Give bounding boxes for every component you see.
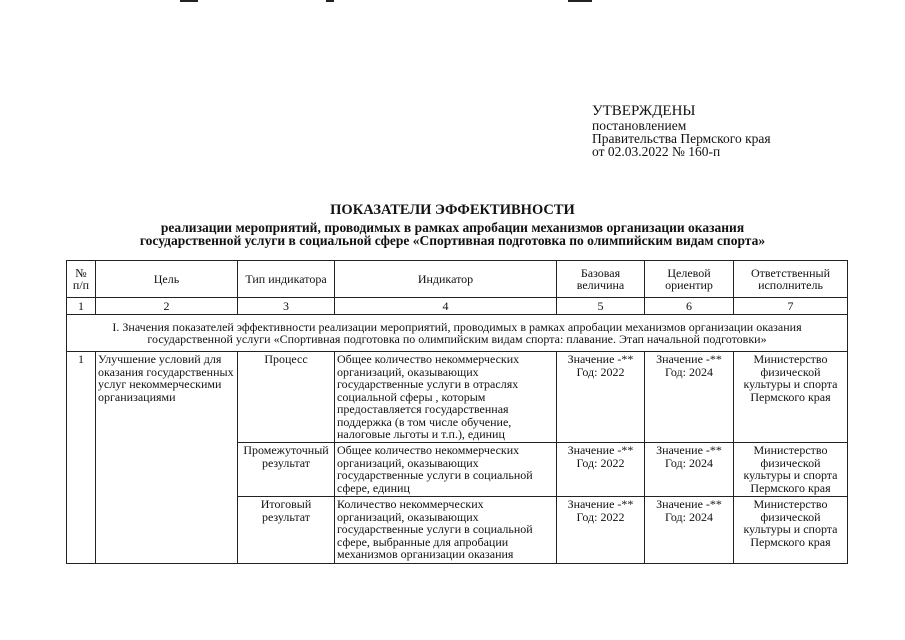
header-target: Целевой ориентир (645, 261, 734, 298)
document-title: ПОКАЗАТЕЛИ ЭФФЕКТИВНОСТИ (330, 202, 575, 218)
indicator-type-cell: Промежуточный результат (238, 443, 335, 497)
goal-cell: Улучшение условий для оказания государственных услуг некоммерческими организациями (96, 352, 238, 564)
column-number: 5 (557, 298, 645, 315)
section-row (67, 315, 848, 352)
subtitle-line: реализации мероприятий, проводимых в рамках апробации механизмов организации оказания (160, 220, 745, 235)
base-year: Год: 2022 (576, 455, 625, 470)
indicator-cell: Общее количество некоммерческих организаций, оказывающих государственные услуги в отраслях социальной сферы , которым предоставляется государственная поддержка (в том числе обучение, налоговые льготы и т.п.), единиц (335, 352, 557, 443)
base-value: Значение -** (567, 352, 634, 366)
target-value: Значение -** (656, 352, 722, 366)
executor-cell: Министерство физической культуры и спорта Пермского края (734, 443, 848, 497)
subtitle-line: государственной услуги в социальной сфере «Спортивная подготовка по олимпийским видам спорта» (139, 233, 766, 248)
target-year: Год: 2024 (665, 455, 713, 470)
base-value-cell (557, 352, 645, 443)
scan-artifact-line (326, 0, 334, 2)
target-cell (645, 352, 734, 443)
indicators-table (66, 260, 848, 564)
header-base-value: Базовая величина (557, 261, 645, 298)
table-header-row (67, 261, 848, 298)
row-number: 1 (67, 352, 96, 564)
header-goal: Цель (96, 261, 238, 298)
column-number: 7 (734, 298, 848, 315)
executor-cell: Министерство физической культуры и спорта Пермского края (734, 497, 848, 564)
header-indicator-type: Тип индикатора (238, 261, 335, 298)
base-year: Год: 2022 (576, 509, 625, 524)
target-cell (645, 443, 734, 497)
column-number: 6 (645, 298, 734, 315)
header-number: № п/п (67, 261, 96, 298)
column-number-row (67, 298, 848, 315)
target-value: Значение -** (656, 497, 722, 511)
target-year: Год: 2024 (665, 364, 713, 379)
approval-line: Правительства Пермского края (592, 131, 771, 146)
section-title: I. Значения показателей эффективности реализации мероприятий, проводимых в рамках апробации механизмов организации оказания государственной услуги «Спортивная подготовка по олимпийским видам спорта: плавание. Этап начальной подготовки» (67, 315, 848, 352)
scan-artifact-line (568, 0, 592, 2)
column-number: 4 (335, 298, 557, 315)
approval-block (592, 104, 771, 158)
scan-artifact-line (180, 0, 198, 2)
target-value: Значение -** (656, 443, 722, 457)
column-number: 2 (96, 298, 238, 315)
document-subtitle (0, 221, 905, 247)
base-year: Год: 2022 (576, 364, 625, 379)
approval-title: УТВЕРЖДЕНЫ (592, 103, 696, 119)
base-value: Значение -** (567, 443, 634, 457)
base-value: Значение -** (567, 497, 634, 511)
indicator-type-cell: Процесс (238, 352, 335, 443)
header-executor: Ответственный исполнитель (734, 261, 848, 298)
table-row (67, 352, 848, 443)
header-indicator: Индикатор (335, 261, 557, 298)
base-value-cell (557, 497, 645, 564)
column-number: 3 (238, 298, 335, 315)
target-year: Год: 2024 (665, 509, 713, 524)
base-value-cell (557, 443, 645, 497)
indicator-cell: Общее количество некоммерческих организаций, оказывающих государственные услуги в социальной сфере, единиц (335, 443, 557, 497)
column-number: 1 (67, 298, 96, 315)
executor-cell: Министерство физической культуры и спорта Пермского края (734, 352, 848, 443)
indicator-cell: Количество некоммерческих организаций, оказывающих государственные услуги в социальной сфере, выбранные для апробации механизмов организации оказания (335, 497, 557, 564)
indicator-type-cell: Итоговый результат (238, 497, 335, 564)
approval-line: постановлением (592, 118, 687, 133)
target-cell (645, 497, 734, 564)
approval-line: от 02.03.2022 № 160-п (592, 144, 721, 159)
